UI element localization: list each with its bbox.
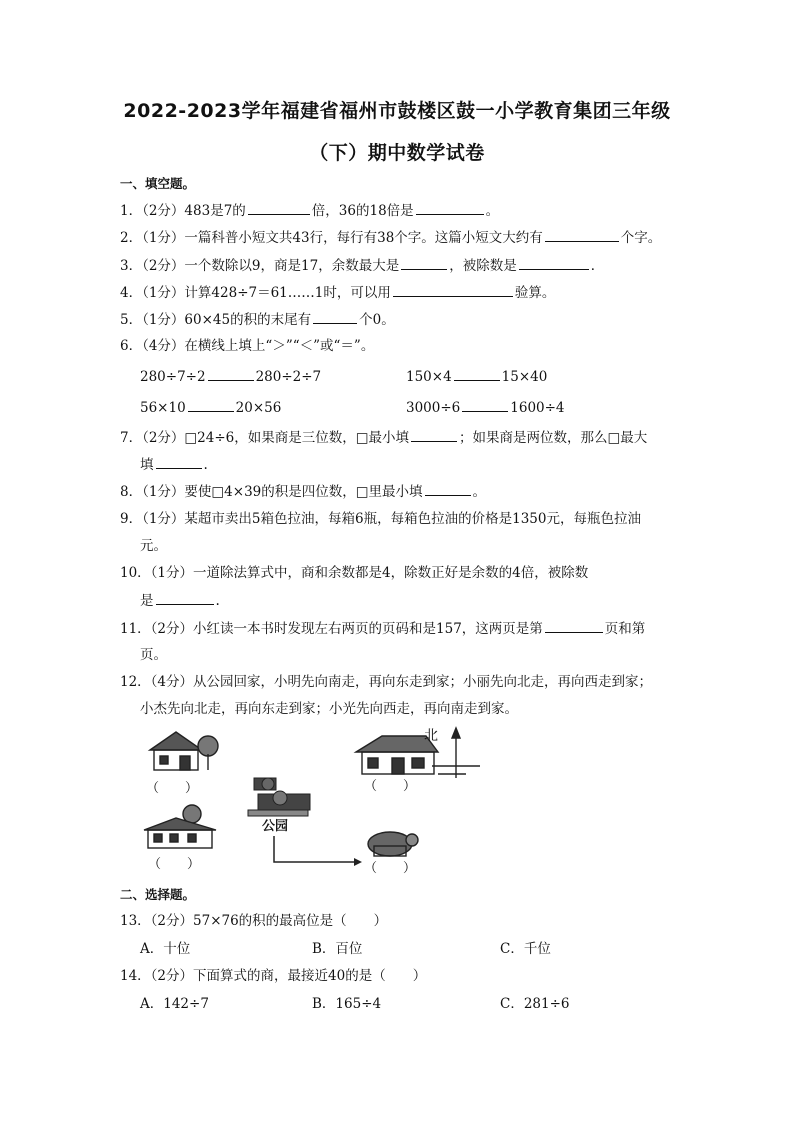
q6-expr-2b: 20×56 [235, 400, 282, 416]
exam-title-line2: （下）期中数学试卷 [309, 142, 485, 164]
q7-text-c: 填 [140, 457, 154, 473]
q1-blank-1[interactable] [248, 200, 310, 215]
q11-blank-1[interactable] [545, 618, 603, 633]
q6-expr-1a: 280÷7÷2 [140, 369, 206, 385]
q2-blank-1[interactable] [545, 227, 619, 242]
q3-blank-2[interactable] [519, 255, 589, 270]
q4-text-b: 验算。 [514, 285, 556, 301]
q2-text-b: 个字。 [620, 230, 662, 246]
house-icon [150, 732, 218, 770]
q7-blank-2[interactable] [156, 454, 202, 469]
q1-text-c: 。 [485, 203, 500, 219]
question-6: 6．（4分）在横线上填上“＞”“＜”或“＝”。 [120, 338, 375, 354]
q1-text-a: 1．（2分）483是7的 [120, 203, 246, 219]
q13-option-c[interactable]: C．千位 [500, 941, 551, 957]
question-14: 14．（2分）下面算式的商，最接近40的是（ ） [120, 968, 427, 984]
house-icon [368, 832, 418, 856]
question-9: 9．（1分）某超市卖出5箱色拉油，每箱6瓶，每箱色拉油的价格是1350元，每瓶色拉油 [120, 511, 641, 527]
route-arrow-icon [354, 858, 362, 866]
q6-blank-3[interactable] [188, 397, 234, 412]
exam-title-line1: 2022-2023学年福建省福州市鼓楼区鼓一小学教育集团三年级 [123, 100, 671, 122]
q6-expr-2c: 3000÷6 [406, 400, 461, 416]
q4-blank-1[interactable] [393, 282, 513, 297]
house4-paren: （ ） [364, 861, 417, 876]
q3-blank-1[interactable] [401, 255, 447, 270]
q5-text-b: 个0。 [359, 312, 395, 328]
q14-option-c[interactable]: C．281÷6 [500, 996, 570, 1012]
house1-paren: （ ） [146, 781, 199, 796]
question-2 [120, 227, 661, 248]
house-icon [144, 805, 216, 848]
q6-row2-right [406, 397, 565, 418]
route-line [274, 836, 354, 862]
question-3 [120, 255, 604, 276]
question-13: 13．（2分）57×76的积的最高位是（ ） [120, 913, 388, 929]
q6-expr-1b: 280÷2÷7 [255, 369, 322, 385]
q10-text-c: . [215, 593, 220, 609]
house2-paren: （ ） [364, 779, 417, 794]
q2-text-a: 2．（1分）一篇科普小短文共43行，每行有38个字。这篇小短文大约有 [120, 230, 543, 246]
north-label: 北 [424, 728, 438, 744]
park-icon [248, 778, 310, 816]
q6-expr-1c: 150×4 [406, 369, 452, 385]
q8-blank-1[interactable] [425, 481, 471, 496]
direction-diagram [136, 722, 616, 882]
q10-blank-1[interactable] [156, 590, 214, 605]
question-7-cont [140, 454, 208, 475]
question-5 [120, 309, 395, 330]
question-12-cont: 小杰先向北走，再向东走到家；小光先向西走，再向南走到家。 [140, 701, 518, 717]
house-icon [356, 736, 466, 774]
q11-text-b: 页和第 [604, 621, 646, 637]
question-1 [120, 200, 499, 221]
question-10: 10．（1分）一道除法算式中，商和余数都是4，除数正好是余数的4倍，被除数 [120, 565, 589, 581]
q1-text-b: 倍，36的18倍是 [311, 203, 414, 219]
q6-row1-left [140, 366, 321, 387]
q6-expr-2d: 1600÷4 [510, 400, 565, 416]
q6-row1-right [406, 366, 547, 387]
q5-text-a: 5．（1分）60×45的积的末尾有 [120, 312, 312, 328]
q6-blank-4[interactable] [462, 397, 508, 412]
question-12: 12．（4分）从公园回家，小明先向南走，再向东走到家；小丽先向北走，再向西走到家； [120, 674, 653, 690]
q6-row2-left [140, 397, 281, 418]
q11-text-a: 11．（2分）小红读一本书时发现左右两页的页码和是157，这两页是第 [120, 621, 543, 637]
question-4 [120, 282, 555, 303]
question-8 [120, 481, 486, 502]
q7-blank-1[interactable] [411, 427, 457, 442]
q3-text-c: ． [590, 258, 605, 274]
section2-heading: 二、选择题。 [120, 887, 196, 902]
question-11 [120, 618, 645, 639]
q8-text-b: 。 [472, 484, 487, 500]
q6-blank-2[interactable] [454, 366, 500, 381]
question-10-cont [140, 590, 220, 611]
q6-expr-2a: 56×10 [140, 400, 186, 416]
park-label: 公园 [262, 819, 289, 834]
question-11-cont: 页。 [140, 647, 167, 663]
north-compass-icon [432, 728, 480, 778]
q1-blank-2[interactable] [416, 200, 484, 215]
house3-paren: （ ） [148, 857, 201, 872]
q5-blank-1[interactable] [313, 309, 357, 324]
q3-text-a: 3．（2分）一个数除以9，商是17，余数最大是 [120, 258, 400, 274]
q13-option-b[interactable]: B．百位 [312, 941, 363, 957]
q13-option-a[interactable]: A．十位 [140, 941, 191, 957]
q7-text-d: . [203, 457, 208, 473]
q6-expr-1d: 15×40 [501, 369, 548, 385]
q3-text-b: ，被除数是 [449, 258, 517, 274]
q4-text-a: 4．（1分）计算428÷7＝61……1时，可以用 [120, 285, 391, 301]
q14-option-a[interactable]: A．142÷7 [140, 996, 209, 1012]
question-9-cont: 元。 [140, 538, 167, 554]
section1-heading: 一、填空题。 [120, 176, 196, 191]
q10-text-b: 是 [140, 593, 154, 609]
q6-blank-1[interactable] [208, 366, 254, 381]
q14-option-b[interactable]: B．165÷4 [312, 996, 382, 1012]
q7-text-b: ；如果商是两位数，那么□最大 [459, 430, 648, 446]
q8-text-a: 8．（1分）要使□4×39的积是四位数，□里最小填 [120, 484, 423, 500]
question-7 [120, 427, 647, 448]
q7-text-a: 7．（2分）□24÷6，如果商是三位数，□最小填 [120, 430, 410, 446]
